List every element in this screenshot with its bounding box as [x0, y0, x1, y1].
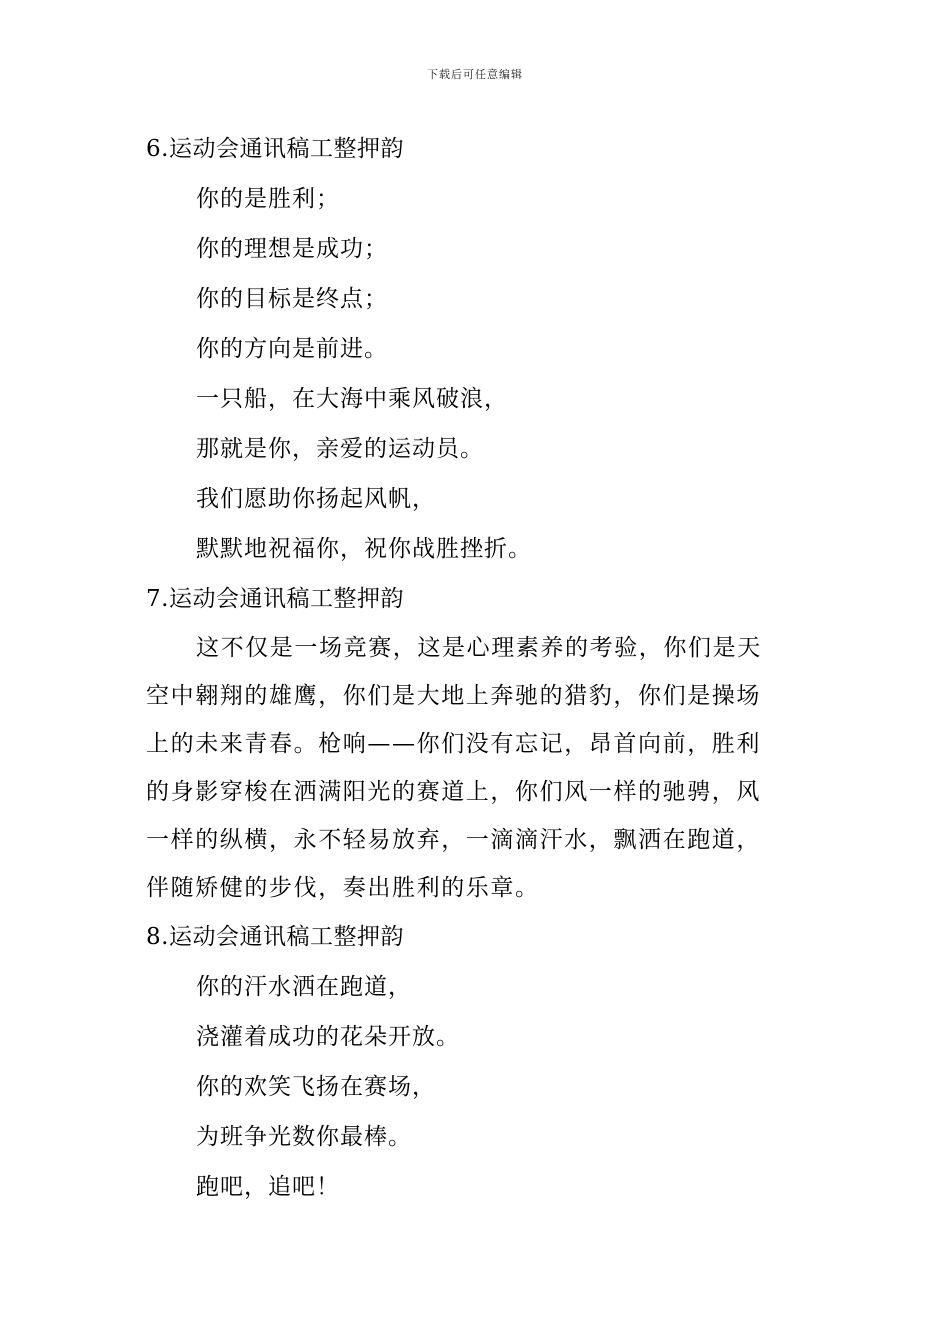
section-title: 7.运动会通讯稿工整押韵: [146, 586, 404, 612]
verse-line: 为班争光数你最棒。: [196, 1124, 412, 1150]
section-7: [146, 574, 810, 912]
section-6: [146, 124, 810, 574]
paragraph-line: 伴随矫健的步伐，奏出胜利的乐章。: [146, 875, 540, 901]
paragraph-line: 空中翱翔的雄鹰，你们是大地上奔驰的猎豹，你们是操场: [146, 683, 761, 709]
verse-line: 跑吧，追吧！: [196, 1174, 340, 1200]
section-8: [146, 912, 810, 1212]
paragraph-line: 一样的纵横，永不轻易放弃，一滴滴汗水，飘洒在跑道，: [146, 827, 761, 853]
document-body: [146, 124, 810, 1212]
verse-line: 浇灌着成功的花朵开放。: [196, 1024, 460, 1050]
verse-line: 你的是胜利；: [196, 186, 340, 212]
verse-line: 你的欢笑飞扬在赛场，: [196, 1074, 436, 1100]
verse-line: 那就是你，亲爱的运动员。: [196, 436, 484, 462]
page-header-note: 下载后可任意编辑: [427, 68, 523, 81]
section-title: 6.运动会通讯稿工整押韵: [146, 136, 404, 162]
verse-line: 你的汗水洒在跑道，: [196, 974, 412, 1000]
verse-line: 你的方向是前进。: [196, 336, 388, 362]
verse-line: 你的目标是终点；: [196, 286, 388, 312]
paragraph-line: 这不仅是一场竞赛，这是心理素养的考验，你们是天: [196, 635, 762, 661]
verse-line: 你的理想是成功；: [196, 236, 388, 262]
paragraph-line: 的身影穿梭在洒满阳光的赛道上，你们风一样的驰骋，风: [146, 779, 761, 805]
verse-line: 一只船，在大海中乘风破浪，: [196, 386, 508, 412]
verse-line: 我们愿助你扬起风帆，: [196, 486, 436, 512]
verse-line: 默默地祝福你，祝你战胜挫折。: [196, 536, 532, 562]
paragraph-line: 上的未来青春。枪响——你们没有忘记，昂首向前，胜利: [146, 731, 761, 757]
section-title: 8.运动会通讯稿工整押韵: [146, 924, 404, 950]
